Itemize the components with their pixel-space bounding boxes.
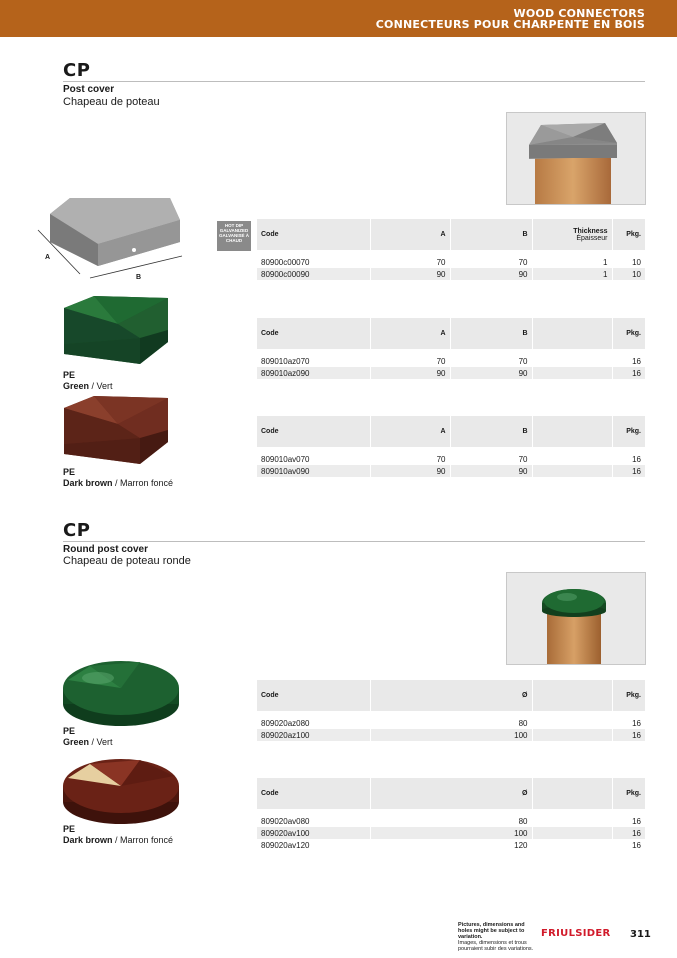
cell-code: 809010av090	[257, 465, 370, 477]
cell-diameter: 120	[370, 839, 532, 851]
cell-pkg: 16	[612, 355, 645, 367]
footer-note-en: Pictures, dimensions and holes might be subject to variation.	[458, 922, 525, 940]
variant-code: PE	[63, 824, 76, 834]
table-brown-round	[257, 778, 645, 851]
table-header	[257, 416, 645, 447]
table-row	[257, 355, 645, 367]
cell-thickness: 1	[532, 268, 612, 280]
variant-code: PE	[63, 467, 76, 477]
col-a: A	[370, 318, 450, 349]
green-square-cover-image	[60, 294, 172, 366]
green-round-cover-image	[60, 658, 182, 728]
cell-empty	[532, 815, 612, 827]
variant-color-en: Dark brown	[63, 835, 113, 845]
dim-a-label: A	[45, 254, 51, 261]
cell-a: 70	[370, 453, 450, 465]
variant-code: PE	[63, 370, 76, 380]
col-b: B	[450, 416, 532, 447]
product-photo-square	[506, 112, 646, 205]
cell-b: 70	[450, 355, 532, 367]
col-a: A	[370, 219, 450, 250]
variant-label-brown-round	[63, 824, 173, 846]
cell-b: 90	[450, 367, 532, 379]
table-row	[257, 268, 645, 280]
subtitle-fr: Chapeau de poteau	[63, 96, 160, 108]
variant-color-fr: Vert	[96, 737, 113, 747]
cell-pkg: 16	[612, 827, 645, 839]
col-b: B	[450, 318, 532, 349]
table-header	[257, 219, 645, 250]
section-title: CP	[63, 520, 91, 541]
cell-empty	[532, 355, 612, 367]
table-row	[257, 256, 645, 268]
cell-code: 809020av120	[257, 839, 370, 851]
cell-code: 809010az090	[257, 367, 370, 379]
cell-pkg: 16	[612, 465, 645, 477]
col-code: Code	[257, 680, 370, 711]
col-code: Code	[257, 318, 370, 349]
col-diameter: Ø	[370, 778, 532, 809]
variant-label-brown	[63, 467, 173, 489]
variant-code: PE	[63, 726, 76, 736]
header-title-fr: CONNECTEURS POUR CHARPENTE EN BOIS	[375, 18, 645, 31]
cell-code: 80900c00090	[257, 268, 370, 280]
cell-a: 90	[370, 367, 450, 379]
variant-separator: /	[112, 835, 121, 845]
variant-separator: /	[89, 737, 97, 747]
col-b: B	[450, 219, 532, 250]
table-green-square	[257, 318, 645, 379]
variant-color-en: Green	[63, 381, 90, 391]
table-row	[257, 729, 645, 741]
cell-pkg: 16	[612, 839, 645, 851]
variant-separator: /	[89, 381, 97, 391]
cell-empty	[532, 839, 612, 851]
cell-code: 809020az100	[257, 729, 370, 741]
col-pkg: Pkg.	[612, 219, 645, 250]
cell-diameter: 80	[370, 815, 532, 827]
variant-color-fr: Vert	[96, 381, 113, 391]
table-header	[257, 680, 645, 711]
page-number: 311	[630, 929, 651, 940]
dim-b-label: B	[136, 274, 142, 281]
cell-code: 809020az080	[257, 717, 370, 729]
cell-code: 80900c00070	[257, 256, 370, 268]
col-diameter: Ø	[370, 680, 532, 711]
subtitle-fr: Chapeau de poteau ronde	[63, 555, 191, 567]
table-galvanized	[257, 219, 645, 280]
subtitle-en: Post cover	[63, 84, 115, 95]
col-thickness-fr: Épaisseur	[576, 234, 608, 242]
cell-pkg: 10	[612, 268, 645, 280]
divider	[63, 81, 645, 82]
cell-b: 90	[450, 268, 532, 280]
col-thickness	[532, 219, 612, 250]
variant-color-fr: Marron foncé	[120, 835, 174, 845]
table-row	[257, 827, 645, 839]
table-green-round	[257, 680, 645, 741]
cell-a: 90	[370, 465, 450, 477]
col-code: Code	[257, 778, 370, 809]
variant-color-fr: Marron foncé	[120, 478, 174, 488]
cell-empty	[532, 367, 612, 379]
divider	[63, 541, 645, 542]
cell-pkg: 16	[612, 453, 645, 465]
cell-pkg: 10	[612, 256, 645, 268]
cell-pkg: 16	[612, 367, 645, 379]
col-a: A	[370, 416, 450, 447]
galvanized-cover-drawing	[30, 192, 190, 287]
variant-separator: /	[112, 478, 121, 488]
variant-label-green-round	[63, 726, 113, 748]
cell-diameter: 80	[370, 717, 532, 729]
cell-b: 70	[450, 453, 532, 465]
cell-diameter: 100	[370, 827, 532, 839]
footer-note	[458, 922, 536, 952]
col-code: Code	[257, 219, 370, 250]
cell-code: 809020av080	[257, 815, 370, 827]
cell-thickness: 1	[532, 256, 612, 268]
header-bar	[0, 0, 677, 37]
table-row	[257, 453, 645, 465]
cell-b: 90	[450, 465, 532, 477]
table-brown-square	[257, 416, 645, 477]
variant-label-green	[63, 370, 113, 392]
cell-a: 70	[370, 256, 450, 268]
table-row	[257, 465, 645, 477]
footer-note-fr: Images, dimensions et trous pourraient subir des variations.	[458, 940, 534, 952]
brand-logo: FRIULSIDER	[541, 928, 611, 939]
cell-empty	[532, 717, 612, 729]
table-row	[257, 839, 645, 851]
variant-color-en: Green	[63, 737, 90, 747]
table-header	[257, 318, 645, 349]
cell-diameter: 100	[370, 729, 532, 741]
col-thickness-en: Thickness	[573, 227, 608, 235]
col-empty	[532, 680, 612, 711]
cell-empty	[532, 827, 612, 839]
col-pkg: Pkg.	[612, 318, 645, 349]
table-row	[257, 717, 645, 729]
header-title-en: WOOD CONNECTORS	[513, 7, 645, 20]
cell-empty	[532, 465, 612, 477]
cell-pkg: 16	[612, 815, 645, 827]
cell-a: 70	[370, 355, 450, 367]
cell-empty	[532, 729, 612, 741]
variant-color-en: Dark brown	[63, 478, 113, 488]
cell-code: 809010av070	[257, 453, 370, 465]
section-title: CP	[63, 60, 91, 81]
cell-pkg: 16	[612, 729, 645, 741]
cell-b: 70	[450, 256, 532, 268]
cell-pkg: 16	[612, 717, 645, 729]
col-empty	[532, 416, 612, 447]
subtitle-en: Round post cover	[63, 544, 149, 555]
brown-round-cover-image	[60, 756, 182, 826]
table-header	[257, 778, 645, 809]
cell-code: 809010az070	[257, 355, 370, 367]
col-pkg: Pkg.	[612, 416, 645, 447]
brown-square-cover-image	[60, 394, 172, 466]
col-empty	[532, 778, 612, 809]
col-pkg: Pkg.	[612, 680, 645, 711]
product-photo-round	[506, 572, 646, 665]
table-row	[257, 367, 645, 379]
col-empty	[532, 318, 612, 349]
col-code: Code	[257, 416, 370, 447]
cell-code: 809020av100	[257, 827, 370, 839]
galvanized-badge: HOT DIP GALVANIZED GALVANISÉ À CHAUD	[217, 221, 251, 251]
col-pkg: Pkg.	[612, 778, 645, 809]
cell-a: 90	[370, 268, 450, 280]
cell-empty	[532, 453, 612, 465]
table-row	[257, 815, 645, 827]
